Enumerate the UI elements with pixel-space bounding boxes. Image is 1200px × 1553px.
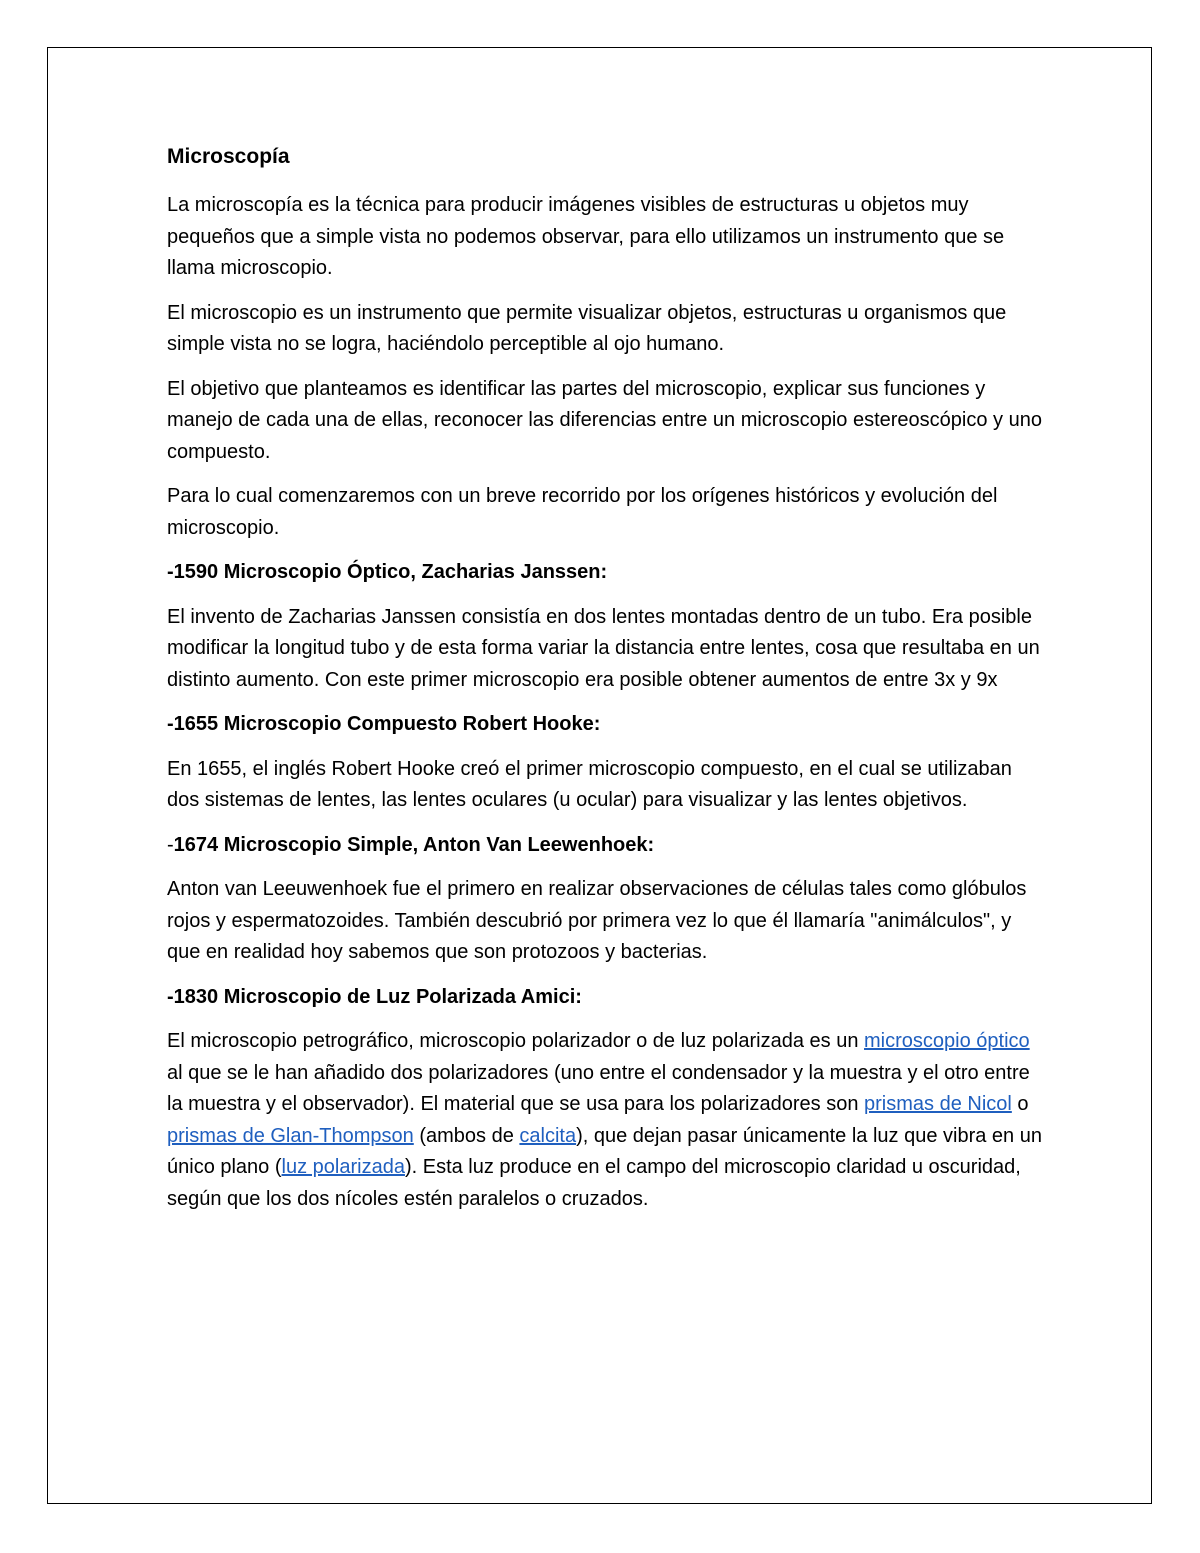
link-prismas-de-nicol[interactable]: prismas de Nicol xyxy=(864,1093,1012,1115)
section-heading-1590: -1590 Microscopio Óptico, Zacharias Janssen: xyxy=(167,561,608,583)
body-text: ). Esta luz produce en el campo del microscopio claridad u oscuridad, según que los dos nícoles estén paralelos o cruzados. xyxy=(167,1156,1021,1210)
section-body-1674: Anton van Leeuwenhoek fue el primero en realizar observaciones de células tales como glóbulos rojos y espermatozoides. También descubrió por primera vez lo que él llamaría "animálculos", y que en realidad hoy sabemos que son protozoos y bacterias. xyxy=(167,878,1027,963)
intro-paragraph-4: Para lo cual comenzaremos con un breve recorrido por los orígenes históricos y evolución del microscopio. xyxy=(167,485,998,539)
intro-paragraph-1: La microscopía es la técnica para producir imágenes visibles de estructuras u objetos muy pequeños que a simple vista no podemos observar, para ello utilizamos un instrumento que se llama microscopio. xyxy=(167,194,1005,279)
body-text: al que se le han añadido dos polarizadores (uno entre el condensador y la muestra y el otro entre la muestra y el observador). El material que se usa para los polarizadores son xyxy=(167,1061,1030,1115)
body-text: ), que dejan pasar únicamente la luz que vibra en un único plano ( xyxy=(167,1124,1042,1178)
body-text: o xyxy=(1011,1093,1029,1115)
link-calcita[interactable]: calcita xyxy=(519,1124,577,1147)
body-text: El microscopio petrográfico, microscopio polarizador o de luz polarizada es un xyxy=(167,1030,865,1052)
section-heading-1674 xyxy=(167,830,1047,862)
heading-text: 1674 Microscopio Simple, Anton Van Leewenhoek: xyxy=(173,833,655,856)
heading-dash: - xyxy=(167,833,174,856)
section-body-1655: En 1655, el inglés Robert Hooke creó el primer microscopio compuesto, en el cual se utilizaban dos sistemas de lentes, las lentes oculares (u ocular) para visualizar y las lentes objetivos. xyxy=(167,757,1012,811)
body-text: (ambos de xyxy=(413,1124,520,1147)
document-body xyxy=(167,140,1047,1228)
section-heading-1830: -1830 Microscopio de Luz Polarizada Amici: xyxy=(167,985,582,1008)
intro-paragraph-3: El objetivo que planteamos es identificar las partes del microscopio, explicar sus funciones y manejo de cada una de ellas, reconocer las diferencias entre un microscopio estereoscópico y uno compuesto. xyxy=(167,377,1042,463)
link-microscopio-optico[interactable]: microscopio óptico xyxy=(864,1030,1030,1052)
link-luz-polarizada[interactable]: luz polarizada xyxy=(281,1156,405,1178)
link-prismas-glan-thompson[interactable]: prismas de Glan-Thompson xyxy=(167,1124,414,1147)
section-heading-1655: -1655 Microscopio Compuesto Robert Hooke: xyxy=(167,713,601,735)
section-body-1590: El invento de Zacharias Janssen consistía en dos lentes montadas dentro de un tubo. Era posible modificar la longitud tubo y de esta forma variar la distancia entre lentes, cosa que resultaba en un distinto aumento. Con este primer microscopio era posible obtener aumentos de entre 3x y 9x xyxy=(167,605,1040,691)
section-body-1830 xyxy=(167,1026,1047,1215)
intro-paragraph-2: El microscopio es un instrumento que permite visualizar objetos, estructuras u organismos que simple vista no se logra, haciéndolo perceptible al ojo humano. xyxy=(167,301,1007,355)
document-title: Microscopía xyxy=(167,145,290,168)
